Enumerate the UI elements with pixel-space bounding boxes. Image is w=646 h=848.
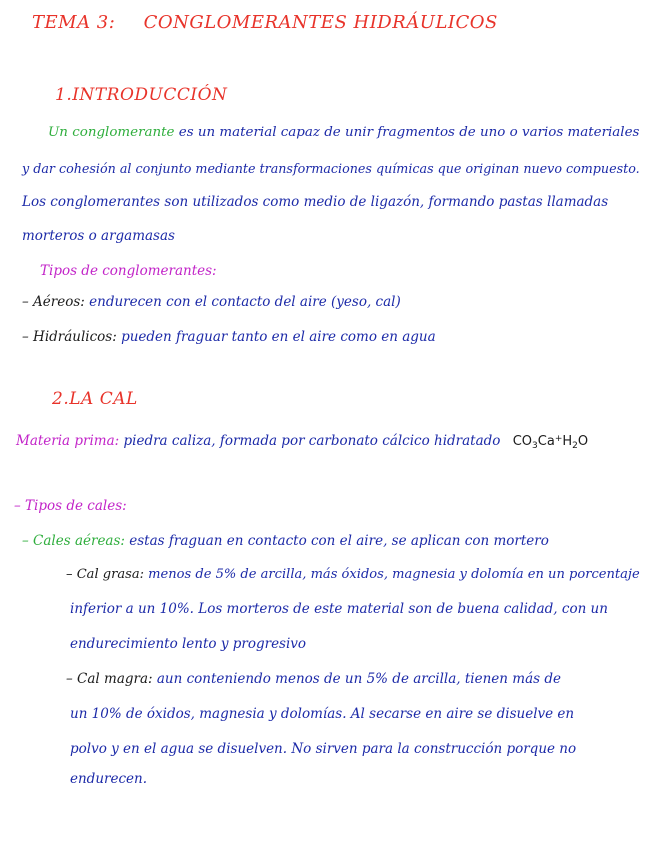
bullet: – bbox=[66, 671, 73, 687]
hidraulicos-text: pueden fraguar tanto en el aire como en agua bbox=[121, 329, 436, 345]
formula-part: Ca bbox=[537, 434, 555, 449]
type-aereos bbox=[22, 293, 401, 311]
cal-magra-text: aun conteniendo menos de un 5% de arcilla, tienen más de bbox=[156, 671, 561, 687]
tipos-cales-line bbox=[14, 497, 127, 515]
types-heading: Tipos de conglomerantes: bbox=[40, 263, 217, 279]
cal-grasa-line-3: endurecimiento lento y progresivo bbox=[70, 636, 307, 652]
bullet: – bbox=[14, 498, 21, 514]
term-hidraulicos: Hidráulicos: bbox=[33, 329, 117, 345]
intro-line-2: y dar cohesión al conjunto mediante transformaciones químicas que originan nuevo compuesto. bbox=[22, 161, 640, 176]
intro-line-1 bbox=[48, 124, 639, 142]
tipos-cales-heading: Tipos de cales: bbox=[25, 498, 127, 514]
formula-subscript: 2 bbox=[572, 441, 578, 451]
title-subject: CONGLOMERANTES HIDRÁULICOS bbox=[143, 12, 498, 33]
term-cal-grasa: Cal grasa: bbox=[76, 567, 145, 582]
formula-part: CO bbox=[512, 434, 533, 449]
section-1-heading: 1.INTRODUCCIÓN bbox=[55, 85, 228, 105]
title-tema: TEMA 3: bbox=[32, 12, 116, 33]
bullet: – bbox=[66, 567, 73, 582]
intro-line-4: morteros o argamasas bbox=[22, 228, 175, 244]
cal-magra-line-1 bbox=[66, 670, 561, 688]
materia-prima-text: piedra caliza, formada por carbonato cálcico hidratado bbox=[123, 433, 501, 449]
term-cales-aereas: Cales aéreas: bbox=[33, 533, 125, 549]
cal-magra-line-2: un 10% de óxidos, magnesia y dolomías. Al secarse en aire se disuelve en bbox=[70, 706, 575, 722]
chemical-formula bbox=[513, 434, 588, 449]
formula-part: H bbox=[562, 434, 573, 449]
formula-plus: + bbox=[554, 434, 563, 444]
bullet: – bbox=[22, 294, 29, 310]
term-materia-prima: Materia prima: bbox=[16, 433, 120, 449]
page-title bbox=[32, 14, 498, 32]
bullet: – bbox=[22, 533, 29, 549]
term-cal-magra: Cal magra: bbox=[77, 671, 153, 687]
formula-subscript: 3 bbox=[532, 441, 538, 451]
term-conglomerante: Un conglomerante bbox=[48, 125, 175, 140]
cal-magra-line-4: endurecen. bbox=[70, 771, 147, 787]
term-aereos: Aéreos: bbox=[33, 294, 85, 310]
cal-grasa-line-1 bbox=[66, 566, 640, 584]
formula-part: O bbox=[577, 434, 589, 449]
intro-line-1-text: es un material capaz de unir fragmentos de uno o varios materiales bbox=[178, 125, 640, 140]
cal-grasa-line-2: inferior a un 10%. Los morteros de este material son de buena calidad, con un bbox=[70, 601, 608, 617]
type-hidraulicos bbox=[22, 328, 436, 346]
materia-prima-line bbox=[16, 430, 588, 455]
section-2-heading: 2.LA CAL bbox=[52, 389, 138, 409]
aereos-text: endurecen con el contacto del aire (yeso, cal) bbox=[89, 294, 401, 310]
bullet: – bbox=[22, 329, 29, 345]
cal-magra-line-3: polvo y en el agua se disuelven. No sirven para la construcción porque no bbox=[70, 741, 577, 757]
cales-aereas-text: estas fraguan en contacto con el aire, se aplican con mortero bbox=[129, 533, 549, 549]
intro-line-3: Los conglomerantes son utilizados como medio de ligazón, formando pastas llamadas bbox=[22, 194, 609, 210]
cales-aereas-line bbox=[22, 532, 549, 550]
cal-grasa-text: menos de 5% de arcilla, más óxidos, magnesia y dolomía en un porcentaje bbox=[148, 567, 640, 582]
